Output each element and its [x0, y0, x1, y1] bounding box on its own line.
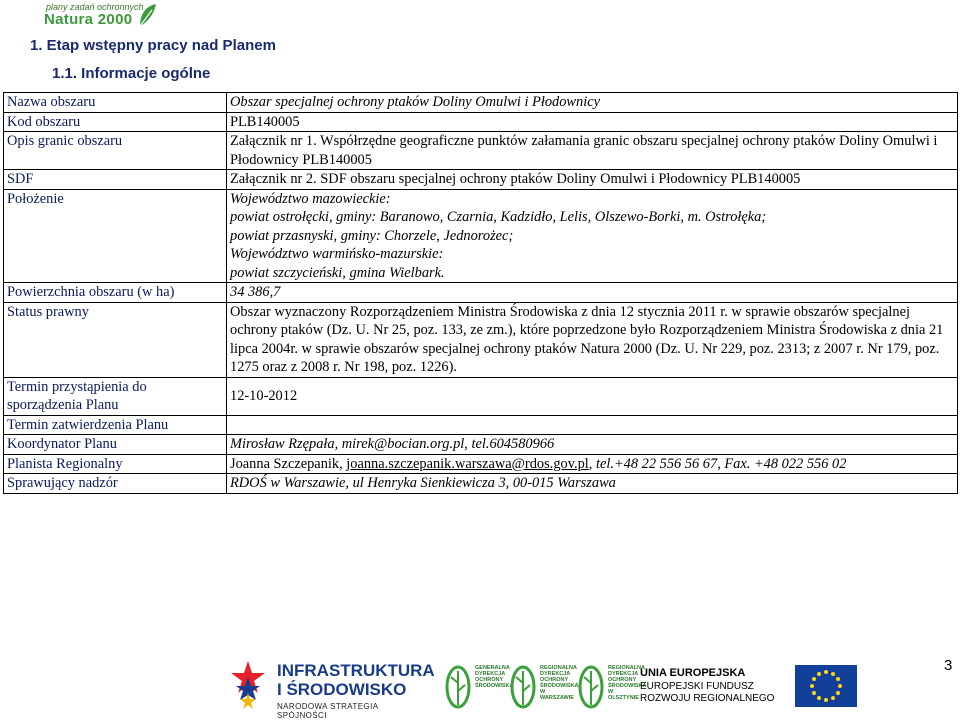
logo-tagline: plany zadań ochronnych [46, 2, 144, 12]
table-row [4, 454, 958, 474]
page-number: 3 [944, 657, 953, 674]
table-row [4, 474, 958, 494]
gdos-leaf-icon [445, 665, 471, 709]
row-value: 12-10-2012 [227, 377, 958, 415]
row-value: PLB140005 [227, 112, 958, 132]
row-label: Powierzchnia obszaru (w ha) [4, 283, 227, 303]
row-value [227, 415, 958, 435]
row-value: Obszar specjalnej ochrony ptaków Doliny Omulwi i Płodownicy [227, 93, 958, 113]
rdos-olsztyn-text: REGIONALNA DYREKCJA OCHRONY ŚRODOWISKA W OLSZTYNIE [608, 665, 647, 701]
rdos-leaf-icon [578, 665, 604, 709]
row-value [227, 454, 958, 474]
table-row [4, 170, 958, 190]
planner-contact: , tel.+48 22 556 56 67, Fax. +48 022 556 02 [588, 455, 847, 472]
row-label: Planista Regionalny [4, 454, 227, 474]
table-row [4, 302, 958, 377]
planner-name: Joanna Szczepanik, [230, 455, 347, 472]
row-value: Załącznik nr 1. Współrzędne geograficzne punktów załamania granic obszaru specjalnej ochrony ptaków Doliny Omulwi i Płodownicy PLB140005 [227, 132, 958, 170]
row-value [227, 189, 958, 283]
row-label: Sprawujący nadzór [4, 474, 227, 494]
row-label: Termin przystąpienia do sporządzenia Planu [4, 377, 227, 415]
row-value: Mirosław Rzępała, mirek@bocian.org.pl, tel.604580966 [227, 435, 958, 455]
row-label: Opis granic obszaru [4, 132, 227, 170]
gdos-logo [445, 665, 514, 715]
footer-logos [0, 655, 960, 725]
row-label: Status prawny [4, 302, 227, 377]
table-row [4, 283, 958, 303]
eu-flag-icon [795, 665, 857, 707]
row-value: Załącznik nr 2. SDF obszaru specjalnej ochrony ptaków Doliny Omulwi i Płodownicy PLB140005 [227, 170, 958, 190]
row-label: SDF [4, 170, 227, 190]
infra-title-1: INFRASTRUKTURA [277, 661, 435, 680]
rdos-warszawa-text: REGIONALNA DYREKCJA OCHRONY ŚRODOWISKA W WARSZAWIE [540, 665, 579, 701]
location-line: powiat szczycieński, gmina Wielbark. [230, 264, 445, 281]
infra-subtitle: NARODOWA STRATEGIA SPÓJNOŚCI [277, 702, 378, 720]
table-row [4, 112, 958, 132]
eu-fund-line-2: ROZWOJU REGIONALNEGO [640, 693, 775, 704]
row-value: 34 386,7 [227, 283, 958, 303]
rdos-warszawa-logo [510, 665, 579, 715]
location-line: Województwo warmińsko-mazurskie: [230, 246, 444, 262]
table-row [4, 189, 958, 283]
row-value: RDOŚ w Warszawie, ul Henryka Sienkiewicza 3, 00-015 Warszawa [227, 474, 958, 494]
row-label: Termin zatwierdzenia Planu [4, 415, 227, 435]
location-line: powiat przasnyski, gminy: Chorzele, Jednorożec; [230, 227, 514, 244]
general-info-table [3, 92, 958, 494]
table-row [4, 415, 958, 435]
location-line: powiat ostrołęcki, gminy: Baranowo, Czarnia, Kadzidło, Lelis, Olszewo-Borki, m. Ostrołęka; [230, 209, 767, 225]
location-line: Województwo mazowieckie: [230, 190, 391, 207]
row-label: Nazwa obszaru [4, 93, 227, 113]
infrastruktura-logo [225, 655, 435, 720]
rdos-leaf-icon [510, 665, 536, 709]
section-heading: 1. Etap wstępny pracy nad Planem [30, 37, 276, 54]
planner-email-link[interactable]: joanna.szczepanik.warszawa@rdos.gov.pl [346, 455, 589, 472]
row-value: Obszar wyznaczony Rozporządzeniem Ministra Środowiska z dnia 12 stycznia 2011 r. w sprawie obszarów specjalnej ochrony ptaków (Dz. U. Nr 25, poz. 133, ze zm.), które poprzedzone było Rozporządzeniem Ministra Środowiska z dnia 21 lipca 2004r. w sprawie obszarów specjalnej ochrony ptaków Natura 2000 (Dz. U. Nr 229, poz. 2313; z 2007 r. Nr 179, poz. 1275 oraz z 2008 r. Nr 198, poz. 1226). [227, 302, 958, 377]
table-row [4, 435, 958, 455]
eu-logo [640, 661, 940, 715]
table-row [4, 132, 958, 170]
row-label: Koordynator Planu [4, 435, 227, 455]
eu-fund-line-1: EUROPEJSKI FUNDUSZ [640, 681, 754, 692]
gdos-text: GENERALNA DYREKCJA OCHRONY ŚRODOWISKA [475, 665, 514, 689]
nss-stars-icon [225, 657, 271, 715]
infra-title-2: I ŚRODOWISKO [277, 680, 407, 699]
eu-title: UNIA EUROPEJSKA [640, 667, 746, 679]
row-label: Położenie [4, 189, 227, 283]
table-row [4, 377, 958, 415]
leaf-icon [136, 2, 158, 28]
row-label: Kod obszaru [4, 112, 227, 132]
table-row [4, 93, 958, 113]
subsection-heading: 1.1. Informacje ogólne [52, 65, 211, 82]
logo-title: Natura 2000 [44, 11, 133, 28]
natura2000-logo [44, 2, 164, 30]
rdos-olsztyn-logo [578, 665, 647, 715]
